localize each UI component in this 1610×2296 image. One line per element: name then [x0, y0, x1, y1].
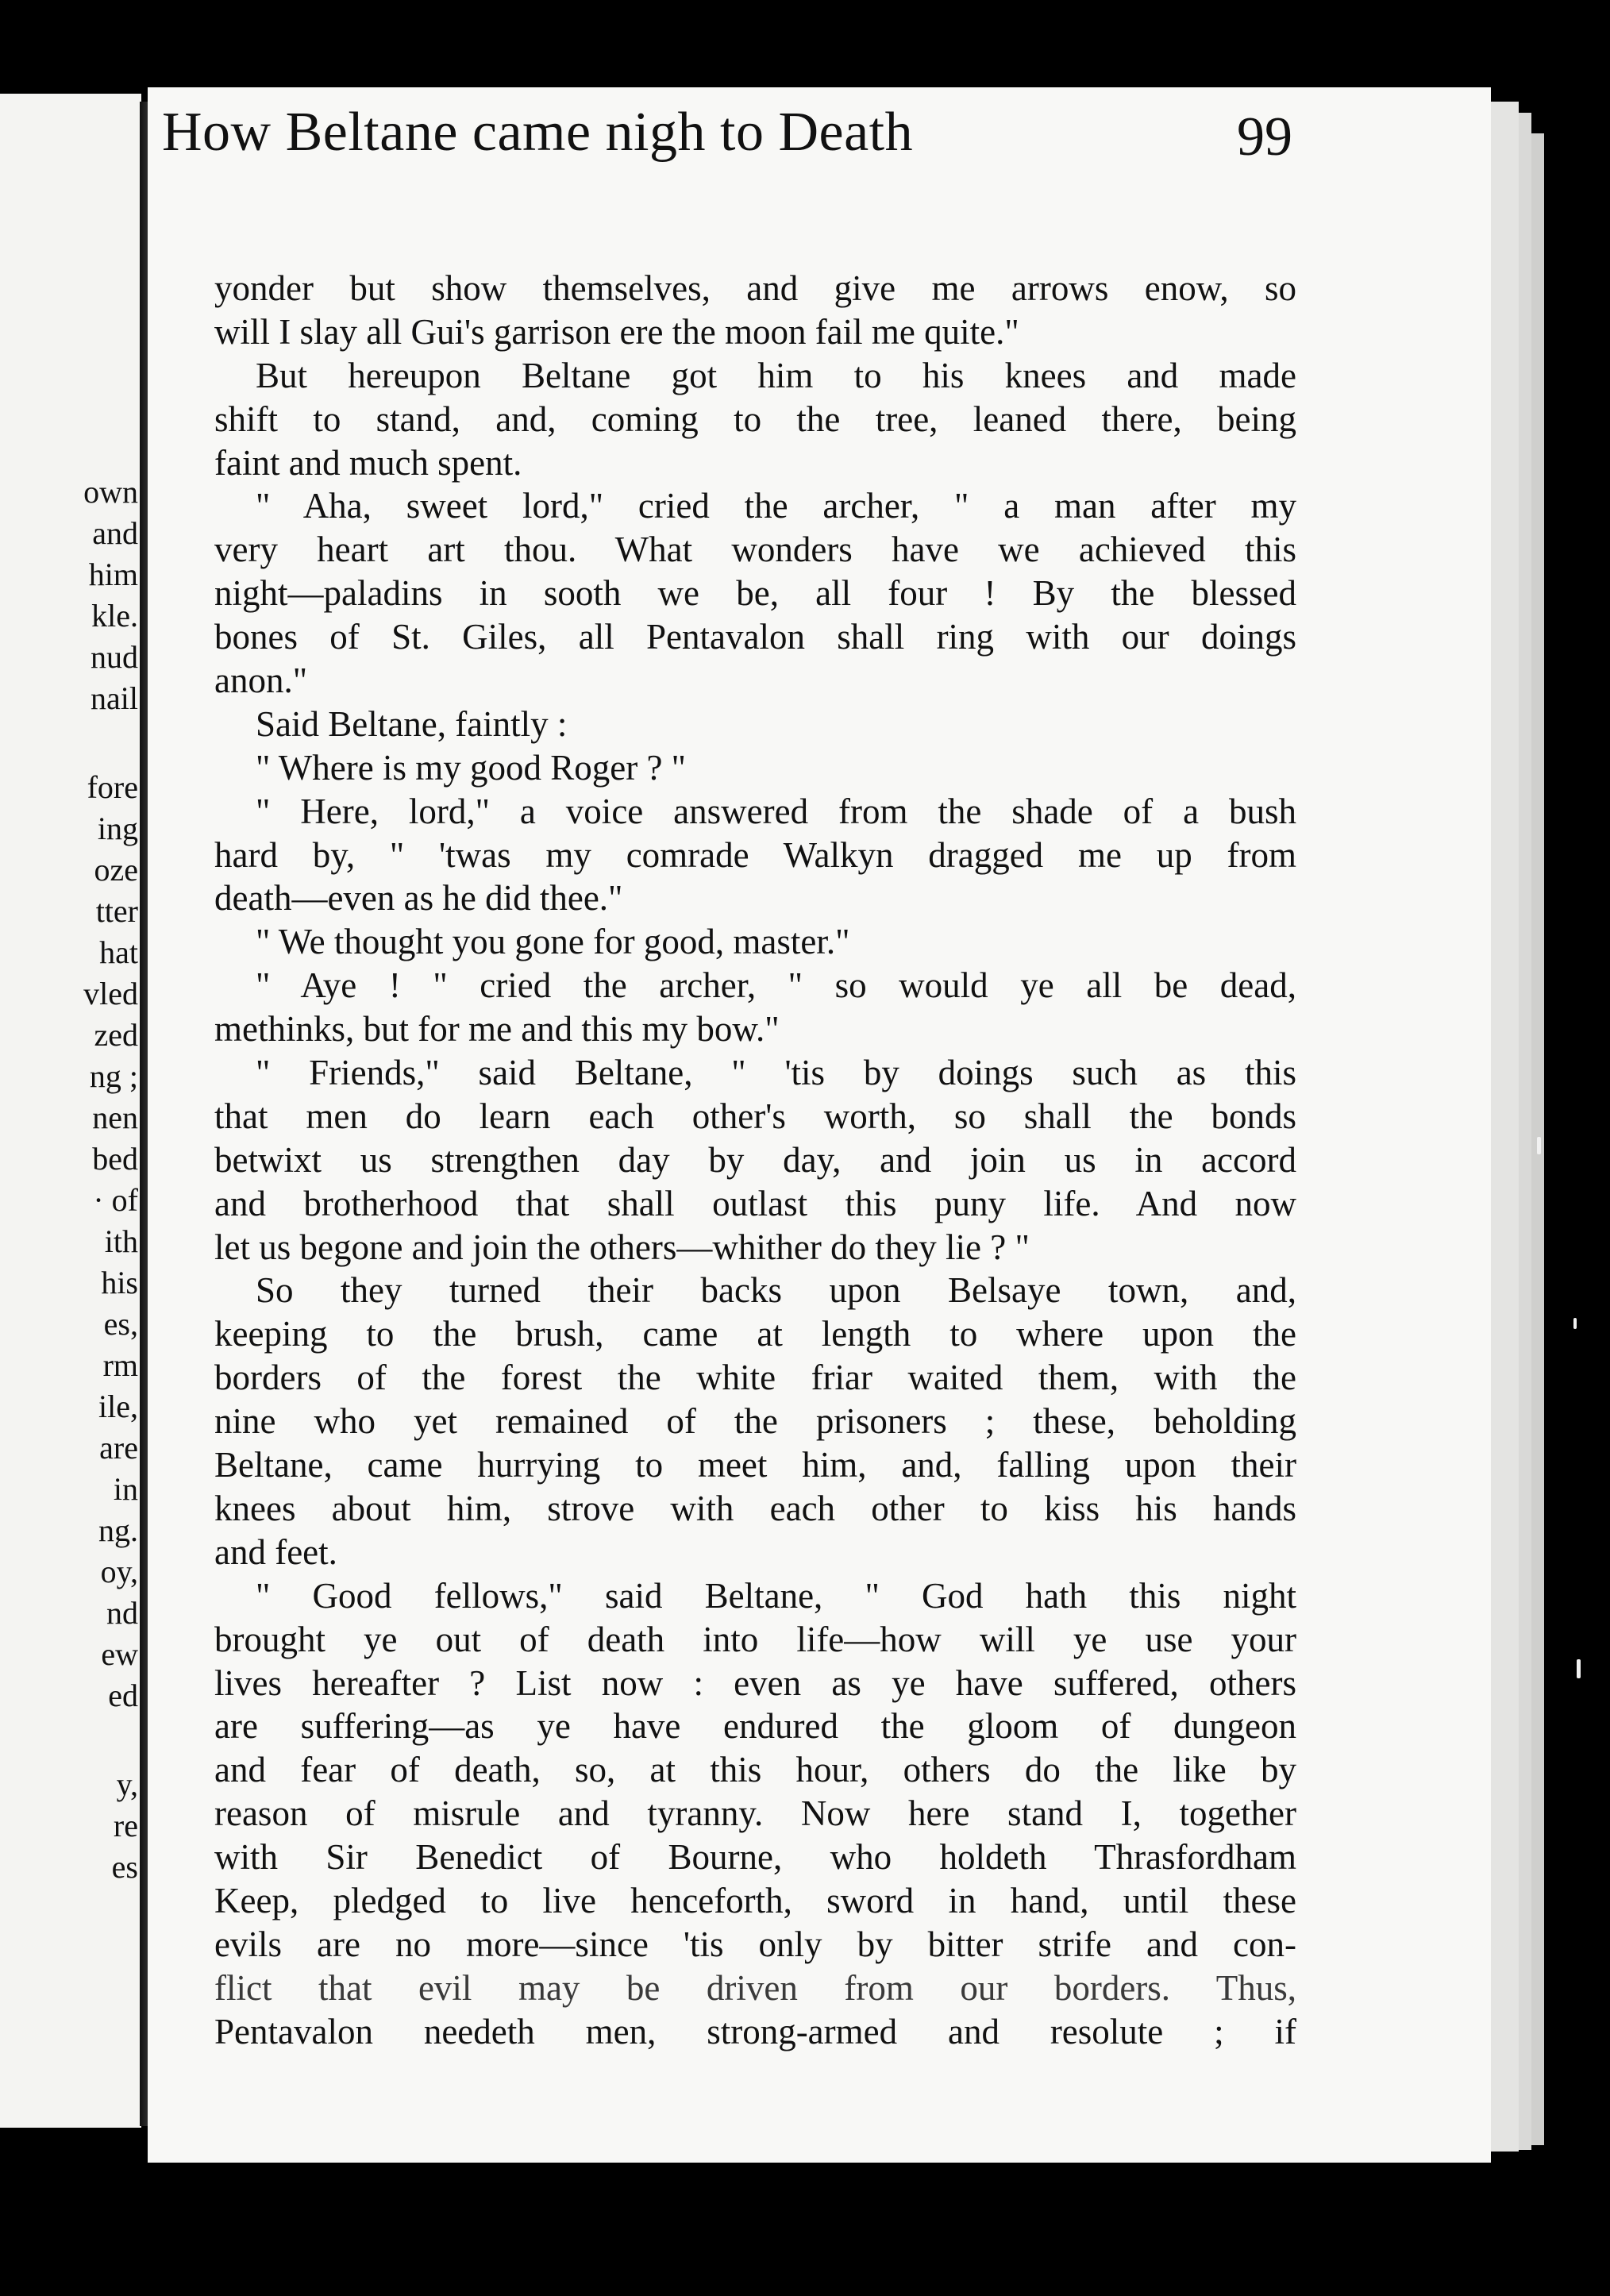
running-title: How Beltane came nigh to Death	[162, 102, 914, 163]
text-line: faint and much spent.	[214, 442, 522, 483]
text-line: betwixt us strengthen day by day, and join us in accord	[214, 1139, 1296, 1180]
scan-speck	[1537, 1137, 1541, 1154]
text-line: night—paladins in sooth we be, all four ! By the blessed	[214, 573, 1296, 614]
text-line: are suffering—as ye have endured the gloom of dungeon	[214, 1706, 1296, 1747]
left-page-fragment: nail	[91, 680, 138, 716]
text-line: let us begone and join the others—whither do they lie ? "	[214, 1227, 1030, 1267]
left-page-fragment: fore	[87, 769, 138, 805]
text-line: keeping to the brush, came at length to where upon the	[214, 1314, 1296, 1354]
left-page-fragment: oze	[94, 852, 138, 888]
text-line: death—even as he did thee."	[214, 878, 623, 919]
left-page-fragment: own	[83, 474, 138, 510]
text-line: shift to stand, and, coming to the tree, leaned there, being	[214, 399, 1296, 439]
page-number: 99	[1237, 106, 1292, 168]
left-page-fragment: ed	[108, 1678, 138, 1713]
text-line: " Where is my good Roger ? "	[256, 747, 687, 788]
body-text	[214, 267, 1296, 2054]
previous-page-edge	[0, 94, 141, 2128]
left-page-fragment: and	[92, 515, 138, 551]
text-line: knees about him, strove with each other to kiss his hands	[214, 1488, 1296, 1528]
text-line: anon."	[214, 661, 308, 701]
left-page-fragment: y,	[116, 1766, 138, 1802]
scan-speck	[1577, 1659, 1581, 1678]
text-line: Said Beltane, faintly :	[256, 703, 568, 744]
text-line: But hereupon Beltane got him to his knees and made	[256, 355, 1296, 395]
left-page-fragment: nd	[106, 1595, 138, 1631]
text-line: and fear of death, so, at this hour, others do the like by	[214, 1750, 1296, 1790]
left-page-fragment: ng.	[98, 1512, 138, 1548]
left-page-fragment: nen	[92, 1100, 138, 1135]
left-page-fragment: ith	[104, 1223, 138, 1259]
left-page-fragment: tter	[95, 893, 138, 929]
text-line: and feet.	[214, 1531, 337, 1572]
left-page-fragment: vled	[83, 976, 138, 1011]
text-line: borders of the forest the white friar waited them, with the	[214, 1358, 1296, 1398]
left-page-fragment: bed	[92, 1141, 138, 1177]
text-line: that men do learn each other's worth, so shall the bonds	[214, 1096, 1296, 1136]
left-page-fragment: rm	[102, 1347, 138, 1383]
text-line: nine who yet remained of the prisoners ; these, beholding	[214, 1401, 1296, 1442]
running-header	[162, 97, 1321, 168]
left-page-fragment: his	[101, 1265, 138, 1300]
left-page-fragment: are	[99, 1430, 138, 1466]
text-line: lives hereafter ? List now : even as ye have suffered, others	[214, 1662, 1296, 1703]
left-page-fragment: zed	[94, 1017, 138, 1053]
left-page-fragment: ile,	[98, 1389, 138, 1424]
text-line: " Friends," said Beltane, " 'tis by doings such as this	[256, 1053, 1296, 1093]
text-line: " We thought you gone for good, master."	[256, 922, 850, 962]
left-page-fragment: ing	[97, 811, 138, 846]
left-page-fragment: ng ;	[89, 1058, 138, 1094]
text-line: " Aye ! " cried the archer, " so would ye all be dead,	[256, 965, 1296, 1006]
text-line: brought ye out of death into life—how will ye use your	[214, 1619, 1296, 1659]
text-line: and brotherhood that shall outlast this puny life. And now	[214, 1183, 1296, 1223]
text-line: " Aha, sweet lord," cried the archer, " a man after my	[256, 486, 1296, 526]
text-line: very heart art thou. What wonders have we achieved this	[214, 530, 1296, 570]
text-line: " Here, lord," a voice answered from the shade of a bush	[256, 791, 1296, 831]
left-page-fragment: hat	[99, 934, 138, 970]
left-page-fragment: · of	[93, 1182, 138, 1218]
text-line: So they turned their backs upon Belsaye town, and,	[256, 1270, 1296, 1311]
text-line: " Good fellows," said Beltane, " God hath this night	[256, 1575, 1296, 1616]
text-line: flict that evil may be driven from our borders. Thus,	[214, 1967, 1296, 2008]
text-line: Pentavalon needeth men, strong-armed and resolute ; if	[214, 2011, 1296, 2051]
left-page-fragment: es	[111, 1849, 138, 1885]
left-page-fragment: es,	[103, 1306, 138, 1342]
text-line: reason of misrule and tyranny. Now here stand I, together	[214, 1793, 1296, 1834]
text-line: evils are no more—since 'tis only by bitter strife and con-	[214, 1924, 1296, 1964]
left-page-fragment: nud	[91, 639, 138, 675]
text-line: bones of St. Giles, all Pentavalon shall ring with our doings	[214, 617, 1296, 657]
text-line: hard by, " 'twas my comrade Walkyn dragged me up from	[214, 834, 1296, 875]
left-page-fragment: oy,	[100, 1554, 138, 1589]
text-line: Keep, pledged to live henceforth, sword in hand, until these	[214, 1880, 1296, 1920]
scan-speck	[1573, 1318, 1577, 1329]
left-page-fragment: ew	[101, 1636, 138, 1672]
left-page-fragment: re	[113, 1808, 138, 1843]
text-line: with Sir Benedict of Bourne, who holdeth Thrasfordham	[214, 1837, 1296, 1878]
left-page-fragment: him	[88, 557, 138, 592]
text-line: Beltane, came hurrying to meet him, and, falling upon their	[214, 1445, 1296, 1485]
left-page-fragment: in	[113, 1471, 138, 1507]
text-line: will I slay all Gui's garrison ere the moon fail me quite."	[214, 311, 1019, 352]
left-page-fragment: kle.	[91, 598, 138, 634]
text-line: methinks, but for me and this my bow."	[214, 1009, 780, 1050]
text-line: yonder but show themselves, and give me arrows enow, so	[214, 268, 1296, 308]
